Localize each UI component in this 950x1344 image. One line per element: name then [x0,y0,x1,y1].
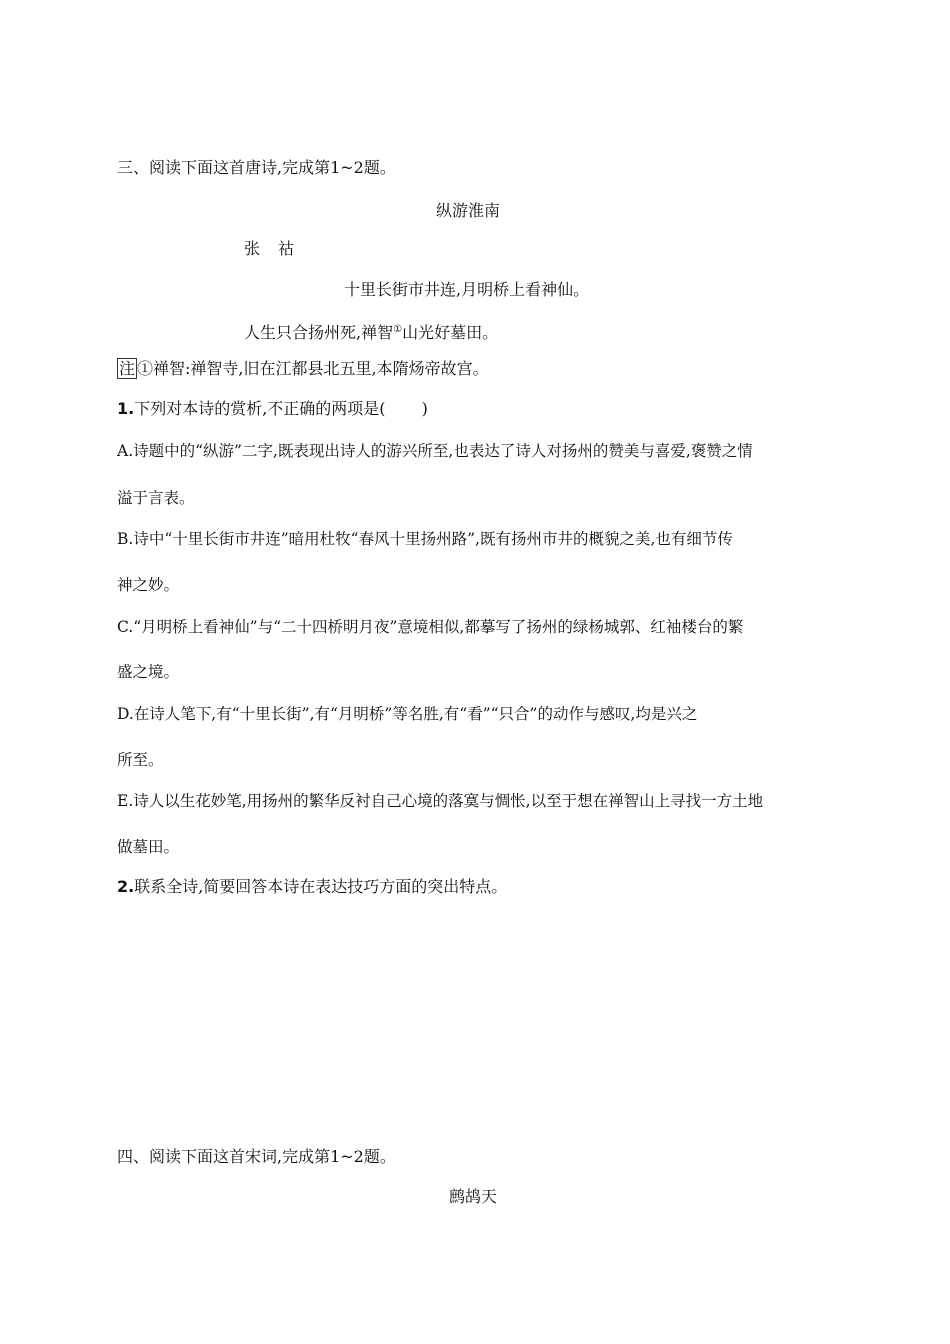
option-b-line-2: 神之妙。 [117,576,180,594]
section3-heading: 三、阅读下面这首唐诗,完成第1~2题。 [117,158,396,177]
question-2-number: 2. [117,877,135,896]
option-d-line-2: 所至。 [117,751,164,769]
option-a-line-2: 溢于言表。 [117,489,195,507]
note-text: 禅智:禅智寺,旧在江都县北五里,本隋炀帝故宫。 [153,359,489,378]
question-1-close: ) [421,399,428,418]
poem-line-2-before: 人生只合扬州死,禅智 [244,323,394,342]
note-label: 注 [119,359,136,378]
poem-line-2 [244,319,498,344]
poem-title-2: 鹧鸪天 [448,1187,497,1206]
author-first-char: 张 [244,239,261,258]
option-e-line-2: 做墓田。 [117,838,180,856]
option-a-line-1: A.诗题中的“纵游”二字,既表现出诗人的游兴所至,也表达了诗人对扬州的赞美与喜爱,褒赞之情 [117,442,753,460]
section4-heading: 四、阅读下面这首宋词,完成第1~2题。 [117,1147,396,1166]
poem-line-2-after: 山光好墓田。 [402,323,499,342]
author-last-char: 祜 [278,239,295,258]
option-b-line-1: B.诗中“十里长街市井连”暗用杜牧“春风十里扬州路”,既有扬州市井的概貌之美,也有细节传 [117,530,733,548]
question-2 [117,876,507,898]
note-mark: ① [137,359,154,378]
poem-author [244,238,294,260]
question-1-text: 下列对本诗的赏析,不正确的两项是( [134,399,386,418]
question-2-text: 联系全诗,简要回答本诗在表达技巧方面的突出特点。 [134,877,508,896]
option-c-line-1: C.“月明桥上看神仙”与“二十四桥明月夜”意境相似,都摹写了扬州的绿杨城郭、红袖楼台的繁 [117,618,744,636]
footnote [117,358,489,380]
option-d-line-1: D.在诗人笔下,有“十里长街”,有“月明桥”等名胜,有“看”“只合”的动作与感叹,均是兴之 [117,705,698,723]
poem-title: 纵游淮南 [435,201,500,220]
poem-line-1: 十里长街市井连,月明桥上看神仙。 [344,280,590,299]
option-e-line-1: E.诗人以生花妙笔,用扬州的繁华反衬自己心境的落寞与惆怅,以至于想在禅智山上寻找一方土地 [117,792,764,810]
question-1-number: 1. [117,399,135,418]
option-c-line-2: 盛之境。 [117,663,180,681]
footnote-mark: ① [393,324,403,335]
question-1 [117,398,428,420]
